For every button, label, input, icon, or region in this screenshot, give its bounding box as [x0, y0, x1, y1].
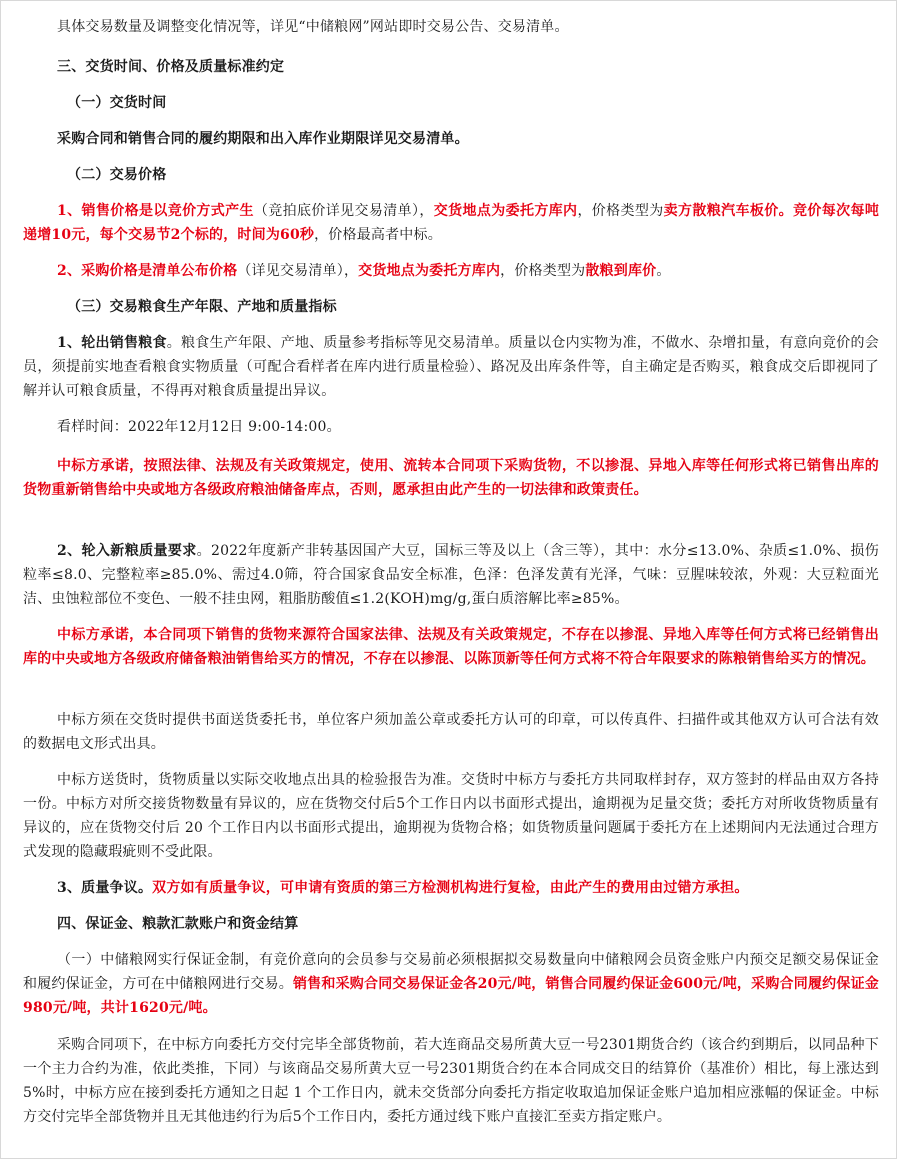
dispute-number: 3、: [57, 880, 82, 896]
dispute-text: 双方如有质量争议，可申请有资质的第三方检测机构进行复检，由此产生的费用由过错方承担。: [152, 880, 749, 896]
dispute-title: 质量争议。: [81, 880, 153, 896]
purchase-price-end: 。: [656, 263, 671, 279]
deposit-amounts: 销售和采购合同交易保证金各20元/吨，销售合同履约保证金600元/吨，采购合同履约保证金980元/吨，共计1620元/吨。: [23, 976, 879, 1016]
sale-price-winner: ，价格最高者中标。: [314, 227, 442, 243]
sale-grain-text: 。粮食生产年限、产地、质量参考指标等见交易清单。质量以仓内实物为准，不做水、杂增扣量，有意向竞价的会员，须提前实地查看粮食实物质量（可配合看样者在库内进行质量检验）、路况及出库条件等，自主确定是否购买，粮食成交后即视同了解并认可粮食质量，不得再对粮食质量提出异议。: [23, 335, 879, 399]
paragraph-margin-call: 采购合同项下，在中标方向委托方交付完毕全部货物前，若大连商品交易所黄大豆一号2301期货合约（该合约到期后，以同品种下一个主力合约为准，依此类推，下同）与该商品交易所黄大豆一号2301期货合约在本合同成交日的结算价（基准价）相比，每上涨达到 5%时，中标方应在接到委托方通知之日起 1 个工作日内，就未交货部分向委托方指定收取追加保证金账户追加相应涨幅的保证金。中标方交付完毕全部货物并且无其他违约行为后5个工作日内，委托方通过线下账户直接汇至卖方指定账户。: [23, 1037, 879, 1125]
section-heading-4: 四、保证金、粮款汇款账户和资金结算: [57, 916, 299, 932]
paragraph-purchase-price: [23, 259, 879, 283]
purchase-price-rule: 2、采购价格是清单公布价格: [57, 263, 238, 279]
sale-price-type: 卖方散粮汽车板价。竞价每次每吨递增10元，每个交易节2个标的，时间为60秒: [23, 203, 880, 243]
paragraph-quality-dispute: [23, 876, 879, 900]
purchase-price-type: 散粮到库价: [585, 263, 657, 279]
sale-price-note: （竞拍底价详见交易清单），: [253, 203, 434, 219]
sale-price-rule: 1、销售价格是以竞价方式产生: [57, 203, 254, 219]
sale-grain-title: 1、轮出销售粮食: [57, 335, 167, 351]
paragraph-sale-price: [23, 199, 879, 247]
paragraph-viewing-time: 看样时间：2022年12月12日 9:00-14:00。: [57, 419, 341, 435]
paragraph-promise-purchase: 中标方承诺，本合同项下销售的货物来源符合国家法律、法规及有关政策规定，不存在以掺混、异地入库等任何方式将已经销售出库的中央或地方各级政府储备粮油销售给买方的情况，不存在以掺混、以陈顶新等任何方式将不符合年限要求的陈粮销售给买方的情况。: [23, 627, 879, 667]
subheading-price: （二）交易价格: [67, 167, 167, 183]
paragraph-intro: 具体交易数量及调整变化情况等，详见“中储粮网”网站即时交易公告、交易清单。: [57, 19, 569, 35]
paragraph-promise-sale: 中标方承诺，按照法律、法规及有关政策规定，使用、流转本合同项下采购货物，不以掺混、异地入库等任何形式将已销售出库的货物重新销售给中央或地方各级政府粮油储备库点，否则，愿承担由此产生的一切法律和政策责任。: [23, 458, 879, 498]
subheading-quality: （三）交易粮食生产年限、产地和质量指标: [67, 299, 337, 315]
section-heading-3: 三、交货时间、价格及质量标准约定: [57, 59, 285, 75]
purchase-delivery-place: 交货地点为委托方库内: [358, 263, 501, 279]
deposit-text: （一）中储粮网实行保证金制，有竞价意向的会员参与交易前必须根据拟交易数量向中储粮网会员资金账户内预交足额交易保证金和履约保证金，方可在中储粮网进行交易。: [23, 952, 879, 992]
paragraph-delivery-letter: 中标方须在交货时提供书面送货委托书，单位客户须加盖公章或委托方认可的印章，可以传真件、扫描件或其他双方认可合法有效的数据电文形式出具。: [23, 712, 879, 752]
new-grain-title: 2、轮入新粮质量要求: [57, 543, 197, 559]
paragraph-new-grain: [23, 539, 879, 611]
subheading-delivery-time: （一）交货时间: [67, 95, 167, 111]
sale-delivery-place: 交货地点为委托方库内: [433, 203, 578, 219]
sale-price-type-label: ，价格类型为: [577, 203, 664, 219]
paragraph-deposit: [23, 948, 879, 1020]
new-grain-text: 。2022年度新产非转基因国产大豆，国标三等及以上（含三等），其中：水分≤13.0%、杂质≤1.0%、损伤粒率≤8.0、完整粒率≥85.0%、需过4.0筛，符合国家食品安全标准，色泽：色泽发黄有光泽，气味：豆腥味较浓，外观：大豆粒面光洁、虫蚀粒部位不变色、一般不挂虫网，粗脂肪酸值≤1.2(KOH)mg/g,蛋白质溶解比率≥85%。: [23, 543, 879, 607]
paragraph-sale-grain: [23, 331, 879, 403]
paragraph-quality-inspection: 中标方送货时，货物质量以实际交收地点出具的检验报告为准。交货时中标方与委托方共同取样封存，双方签封的样品由双方各持一份。中标方对所交接货物数量有异议的，应在货物交付后5个工作日内以书面形式提出，逾期视为足量交货；委托方对所收货物质量有异议的，应在货物交付后 20 个工作日内以书面形式提出，逾期视为货物合格；如货物质量问题属于委托方在上述期间内无法通过合理方式发现的隐藏瑕疵则不受此限。: [23, 772, 879, 860]
purchase-price-note: （详见交易清单），: [237, 263, 359, 279]
paragraph-delivery-time: 采购合同和销售合同的履约期限和出入库作业期限详见交易清单。: [57, 131, 469, 147]
purchase-price-type-label: ，价格类型为: [500, 263, 586, 279]
